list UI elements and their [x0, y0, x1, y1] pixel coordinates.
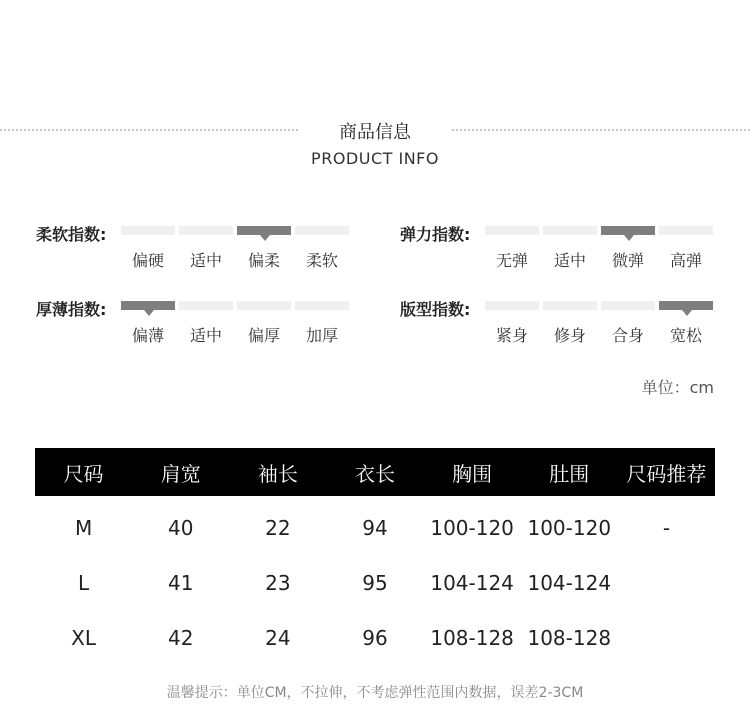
scale-segment — [601, 301, 655, 310]
column-header: 袖长 — [229, 448, 326, 496]
scale-segment — [659, 226, 713, 235]
table-cell — [618, 610, 715, 665]
scale-bars — [121, 226, 353, 246]
scale-bars — [485, 226, 717, 246]
scale-segment — [485, 301, 539, 310]
table-row — [35, 496, 715, 555]
scale-option: 合身 — [611, 326, 644, 345]
thickness-scale — [36, 297, 376, 357]
scale-option: 偏硬 — [131, 251, 164, 270]
table-cell: L — [77, 570, 90, 595]
table-cell: 104-124 — [527, 570, 612, 595]
scale-option: 高弹 — [669, 251, 702, 270]
section-title: 商品信息 — [339, 122, 411, 143]
table-cell: 96 — [362, 625, 388, 650]
column-header: 肩宽 — [132, 448, 229, 496]
column-header: 胸围 — [424, 448, 521, 496]
scale-segment — [179, 301, 233, 310]
scale-option: 柔软 — [305, 251, 338, 270]
scale-option: 加厚 — [305, 326, 338, 345]
scale-segment — [543, 301, 597, 310]
scale-segment-selected — [601, 226, 655, 235]
scale-option: 偏厚 — [247, 326, 280, 345]
scale-label: 弹力指数: — [400, 225, 471, 244]
scale-segment — [237, 301, 291, 310]
table-row — [35, 610, 715, 665]
scale-segment-selected — [659, 301, 713, 310]
table-cell: 100-120 — [527, 515, 612, 540]
softness-scale — [36, 222, 376, 282]
table-cell: 95 — [362, 570, 388, 595]
scale-option: 偏薄 — [131, 326, 164, 345]
table-cell: 41 — [167, 570, 194, 595]
scale-label: 厚薄指数: — [36, 300, 107, 319]
table-cell: 108-128 — [527, 625, 612, 650]
size-tip-note: 温馨提示：单位CM，不拉伸，不考虑弹性范围内数据，误差2-3CM — [166, 685, 584, 701]
table-cell: 22 — [265, 515, 291, 540]
table-cell: XL — [71, 625, 96, 650]
table-cell: 42 — [167, 625, 194, 650]
scale-segment — [543, 226, 597, 235]
size-table — [35, 448, 715, 665]
table-cell: 108-128 — [430, 625, 514, 650]
fit-scale — [400, 297, 740, 357]
scale-bars — [485, 301, 717, 321]
table-cell: - — [662, 515, 671, 540]
scale-option: 微弹 — [611, 251, 644, 270]
table-cell: 40 — [167, 515, 194, 540]
section-subtitle: PRODUCT INFO — [311, 149, 439, 168]
table-cell — [618, 555, 715, 610]
scale-segment-selected — [237, 226, 291, 235]
scale-segment-selected — [121, 301, 175, 310]
table-cell: 23 — [265, 570, 291, 595]
table-cell: M — [74, 515, 93, 540]
scale-option: 紧身 — [495, 326, 528, 345]
scale-label: 版型指数: — [400, 300, 471, 319]
scale-option: 无弹 — [495, 251, 528, 270]
scale-option: 偏柔 — [247, 251, 280, 270]
elasticity-scale — [400, 222, 740, 282]
unit-label: 单位：cm — [641, 378, 714, 397]
column-header: 肚围 — [521, 448, 618, 496]
table-cell: 100-120 — [430, 515, 514, 540]
column-header: 尺码推荐 — [618, 448, 715, 496]
scale-segment — [179, 226, 233, 235]
scale-option: 适中 — [553, 251, 586, 270]
scale-segment — [121, 226, 175, 235]
section-header — [0, 113, 750, 173]
scale-segment — [485, 226, 539, 235]
scale-option: 适中 — [189, 326, 222, 345]
column-header: 衣长 — [326, 448, 423, 496]
table-cell: 104-124 — [430, 570, 514, 595]
table-header-row — [35, 448, 715, 496]
scale-option: 宽松 — [669, 326, 702, 345]
scale-segment — [295, 226, 349, 235]
scale-label: 柔软指数: — [36, 225, 107, 244]
scale-option: 修身 — [553, 326, 586, 345]
scale-segment — [295, 301, 349, 310]
scale-option: 适中 — [189, 251, 222, 270]
column-header: 尺码 — [35, 448, 132, 496]
table-row — [35, 555, 715, 610]
table-cell: 94 — [362, 515, 388, 540]
scale-bars — [121, 301, 353, 321]
table-cell: 24 — [265, 625, 291, 650]
